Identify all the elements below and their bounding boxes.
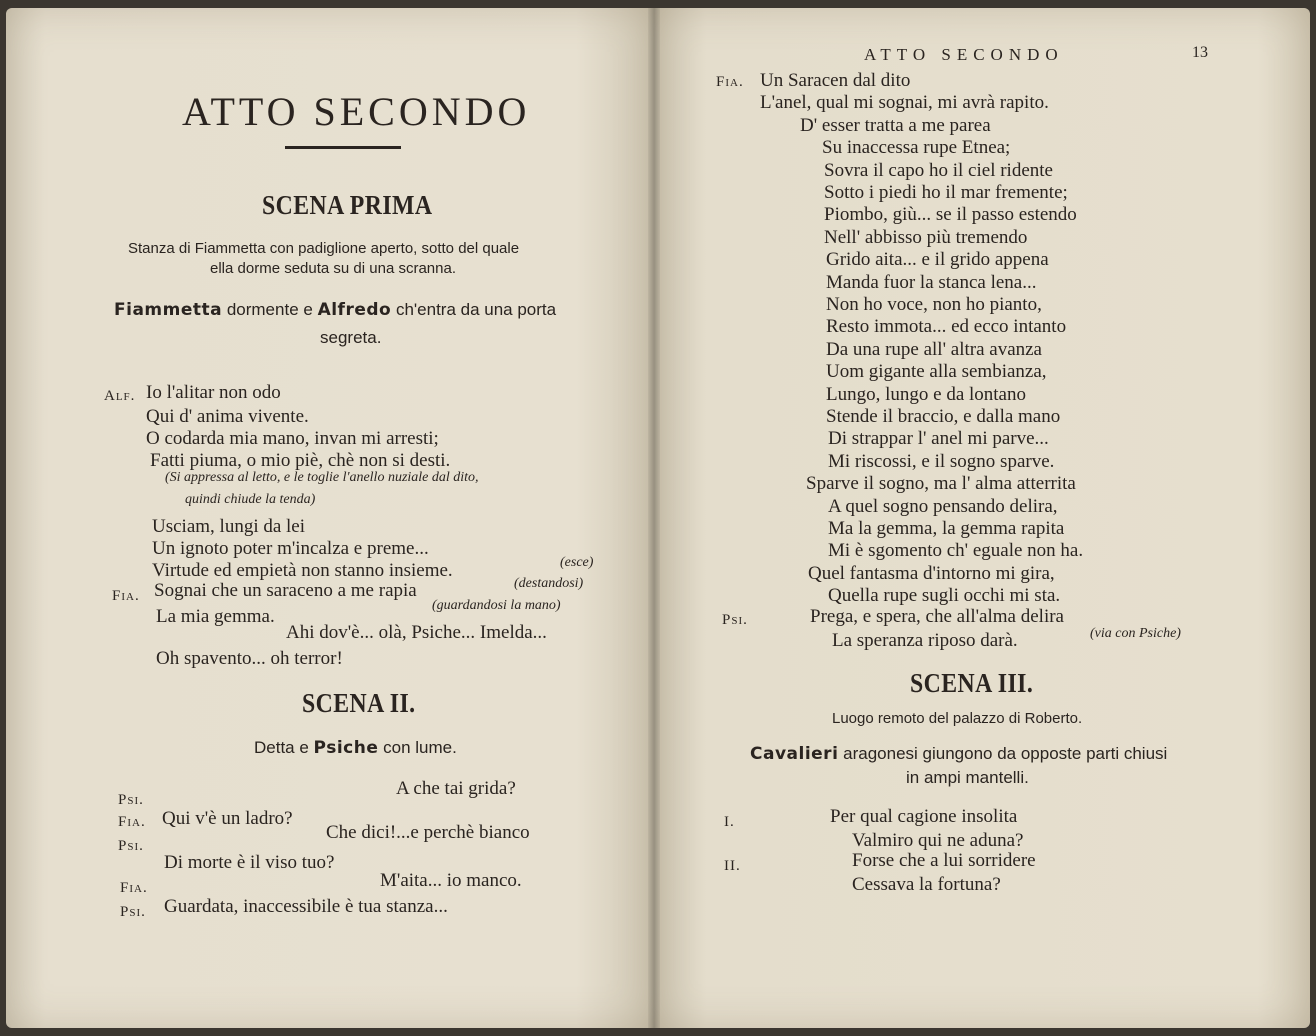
verse-line: Sotto i piedi ho il mar fremente; [824,182,1068,203]
speaker-label: Psi. [118,838,144,854]
verse-line: Quel fantasma d'intorno mi gira, [808,562,1055,584]
stage-direction: (esce) [560,555,594,570]
scene-3-heading: SCENA III. [910,668,1034,698]
verse-line: Mi riscossi, e il sogno sparve. [828,450,1055,472]
speaker-label: Fia. [120,880,148,896]
verse-line: Che dici!...e perchè bianco [326,822,530,843]
speaker-label: Fia. [112,588,140,604]
verse-line: Sognai che un saraceno a me rapia [154,580,417,601]
left-page [6,8,654,1028]
stage-direction: quindi chiude la tenda) [185,492,316,507]
verse-line: Su inaccessa rupe Etnea; [822,137,1011,159]
verse-line: Valmiro qui ne aduna? [852,830,1024,851]
running-head: ATTO SECONDO [864,45,1064,64]
verse-line: Nell' abbisso più tremendo [824,226,1028,248]
scene-3-characters-line2: in ampi mantelli. [906,768,1029,787]
verse-line: Quella rupe sugli occhi mi sta. [828,585,1061,607]
verse-line: Grido aita... e il grido appena [826,249,1049,271]
scene-1-setting-line2: ella dorme seduta su di una scranna. [210,260,456,277]
verse-line: Stende il braccio, e dalla mano [826,406,1061,427]
verse-line: Guardata, inaccessibile è tua stanza... [164,896,448,917]
characters-text: con lume. [383,738,457,757]
characters-text: Detta e [254,738,309,757]
characters-text: ch'entra da una porta [395,300,557,319]
characters-text: aragonesi giungono da opposte parti chiusi [843,744,1168,763]
verse-line: Un ignoto poter m'incalza e preme... [152,538,429,559]
verse-line: Per qual cagione insolita [830,806,1018,827]
speaker-label: Psi. [118,792,144,808]
verse-line: La speranza riposo darà. [832,630,1018,651]
verse-line: Mi è sgomento ch' eguale non ha. [828,540,1084,562]
verse-line: Non ho voce, non ho pianto, [826,294,1042,315]
act-title: ATTO SECONDO [182,89,531,134]
verse-line: Resto immota... ed ecco intanto [826,316,1067,338]
book-gutter [648,8,660,1028]
speaker-label: Psi. [120,904,146,920]
verse-line: Ahi dov'è... olà, Psiche... Imelda... [286,622,547,643]
stage-direction: (via con Psiche) [1090,626,1181,641]
verse-line: Uom gigante alla sembianza, [826,361,1047,383]
verse-line: Sovra il capo ho il ciel ridente [824,159,1053,181]
chorus-label: I. [724,814,735,830]
verse-line: Qui v'è un ladro? [162,808,293,829]
verse-line: Qui d' anima vivente. [146,406,309,427]
verse-line: Lungo, lungo e da lontano [826,383,1026,405]
verse-line: La mia gemma. [156,606,275,627]
speaker-label: Fia. [118,814,146,830]
verse-line: Di strappar l' anel mi parve... [828,428,1049,450]
scene-2-characters [254,738,457,758]
character-name: Cavalieri [750,744,839,764]
speaker-label: Psi. [722,612,748,628]
scene-1-setting-line1: Stanza di Fiammetta con padiglione aperto, sotto del quale [128,240,520,257]
character-name: Psiche [313,738,379,758]
verse-line: A che tai grida? [396,778,516,799]
character-name: Fiammetta [114,300,223,320]
scene-3-setting: Luogo remoto del palazzo di Roberto. [832,710,1083,727]
verse-line: O codarda mia mano, invan mi arresti; [146,428,439,449]
stage-direction: (Si appressa al letto, e le toglie l'anello nuziale dal dito, [165,470,479,485]
verse-line: M'aita... io manco. [380,870,522,891]
verse-line: Cessava la fortuna? [852,874,1001,895]
page-number: 13 [1192,44,1208,61]
verse-line: Prega, e spera, che all'alma delira [810,606,1064,627]
scene-2-heading: SCENA II. [302,688,416,718]
scene-1-heading: SCENA PRIMA [262,190,433,220]
characters-text: dormente e [226,300,313,319]
verse-line: Ma la gemma, la gemma rapita [828,518,1065,539]
scene-3-characters [750,744,1167,764]
verse-line: Piombo, giù... se il passo estendo [824,204,1077,226]
speaker-label: Fia. [716,74,744,90]
verse-line: Da una rupe all' altra avanza [826,338,1042,360]
verse-line: Virtude ed empietà non stanno insieme. [152,560,453,581]
verse-line: Fatti piuma, o mio piè, chè non si desti. [150,450,451,471]
verse-line: Un Saracen dal dito [760,70,911,91]
verse-line: L'anel, qual mi sognai, mi avrà rapito. [760,92,1049,114]
character-name: Alfredo [317,300,392,320]
verse-line: A quel sogno pensando delira, [828,495,1058,517]
title-rule [285,146,401,149]
verse-line: Usciam, lungi da lei [152,516,306,537]
speaker-label: Alf. [104,388,136,404]
verse-line: D' esser tratta a me parea [800,114,991,136]
verse-line: Io l'alitar non odo [146,382,281,403]
verse-line: Di morte è il viso tuo? [164,852,335,873]
verse-line: Forse che a lui sorridere [852,850,1036,871]
stage-direction: (guardandosi la mano) [432,598,561,613]
stage-direction: (destandosi) [514,576,584,591]
verse-line: Manda fuor la stanca lena... [826,271,1037,293]
chorus-label: II. [724,858,741,874]
verse-line: Sparve il sogno, ma l' alma atterrita [806,473,1076,495]
verse-line: Oh spavento... oh terror! [156,648,343,669]
scene-1-characters [114,300,556,320]
scene-1-characters-line2: segreta. [320,328,382,347]
